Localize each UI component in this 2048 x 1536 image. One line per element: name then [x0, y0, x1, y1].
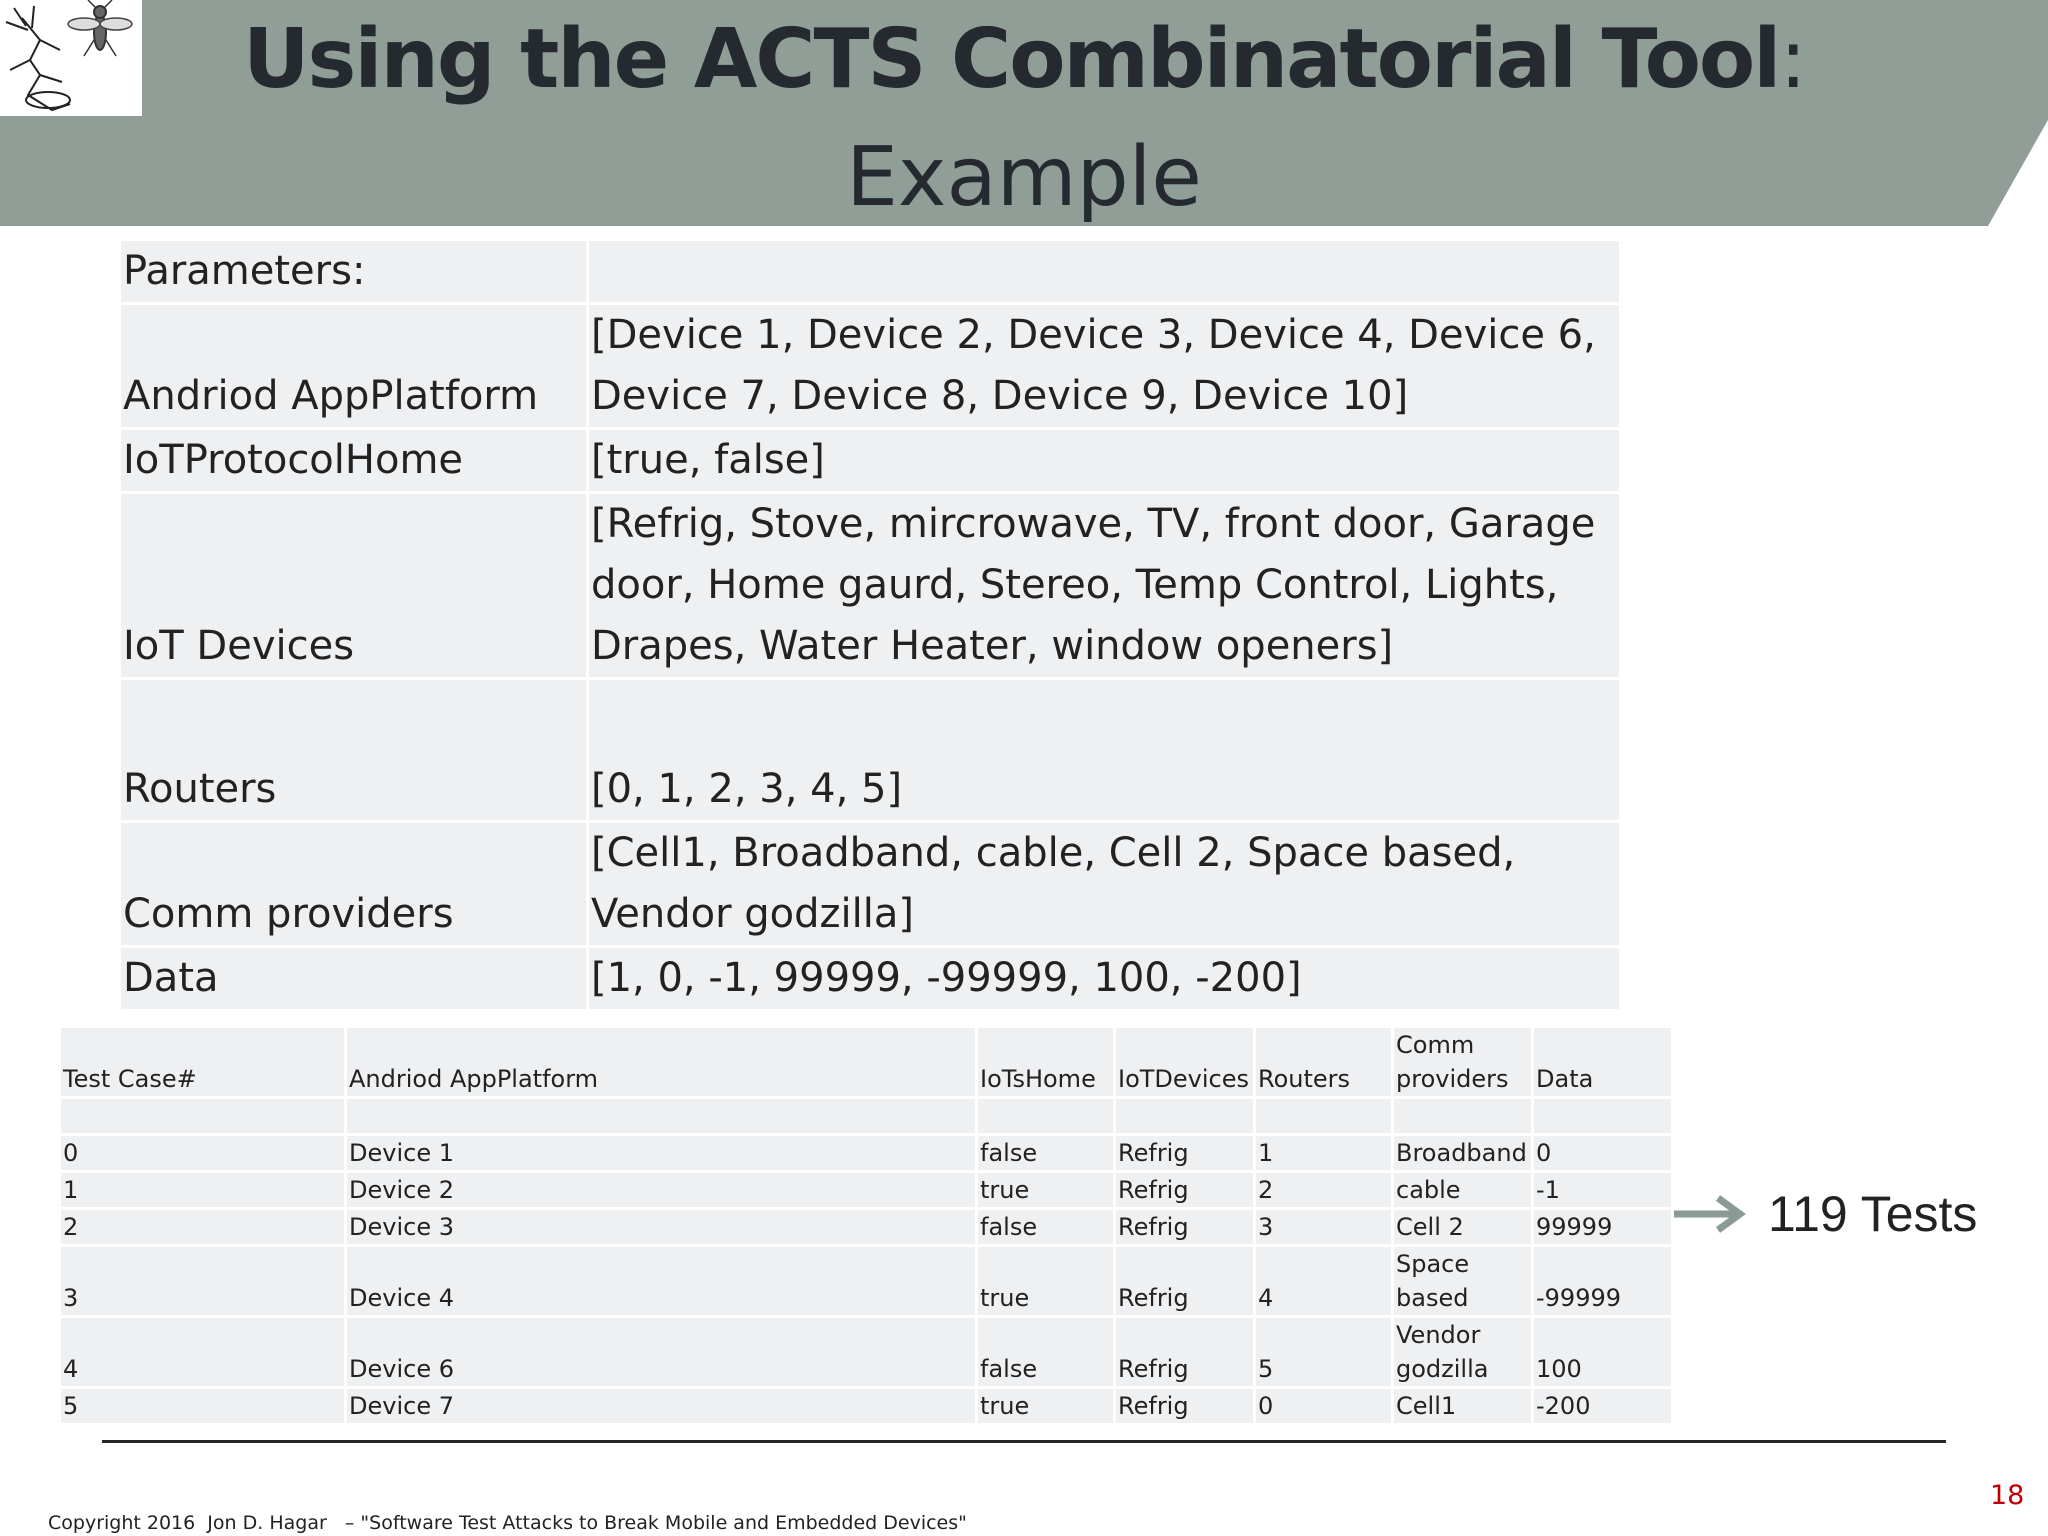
parameter-name: Routers [121, 680, 586, 820]
empty-cell [978, 1099, 1113, 1133]
empty-cell [1116, 1099, 1253, 1133]
table-cell: 0 [61, 1136, 344, 1170]
empty-cell [61, 1099, 344, 1133]
parameter-values: [Refrig, Stove, mircrowave, TV, front door, Garage door, Home gaurd, Stereo, Temp Control, Lights, Drapes, Water Heater, window openers] [589, 494, 1619, 677]
parameter-values: [Cell1, Broadband, cable, Cell 2, Space based, Vendor godzilla] [589, 823, 1619, 945]
table-cell: cable [1394, 1173, 1531, 1207]
table-cell: Space based [1394, 1247, 1531, 1315]
table-cell: 5 [61, 1389, 344, 1423]
table-cell: Device 4 [347, 1247, 975, 1315]
table-cell: 1 [61, 1173, 344, 1207]
parameter-name: Comm providers [121, 823, 586, 945]
table-cell: true [978, 1173, 1113, 1207]
table-cell: Refrig [1116, 1136, 1253, 1170]
table-cell: false [978, 1136, 1113, 1170]
table-cell: Cell1 [1394, 1389, 1531, 1423]
table-row [61, 1173, 1671, 1207]
table-cell: 3 [1256, 1210, 1391, 1244]
slide-title [0, 6, 2048, 114]
parameter-name: Data [121, 948, 586, 1009]
column-header: IoTDevices [1116, 1028, 1253, 1096]
table-cell: true [978, 1389, 1113, 1423]
right-arrow-icon [1672, 1195, 1746, 1237]
copyright-text: Copyright 2016 Jon D. Hagar – "Software Test Attacks to Break Mobile and Embedded Devices" [48, 1512, 967, 1534]
parameters-header-value [589, 241, 1619, 302]
parameter-row [121, 430, 1619, 491]
column-header: Data [1534, 1028, 1671, 1096]
table-row [61, 1136, 1671, 1170]
parameter-name: IoT Devices [121, 494, 586, 677]
empty-cell [347, 1099, 975, 1133]
table-cell: 2 [61, 1210, 344, 1244]
table-cell: Device 3 [347, 1210, 975, 1244]
empty-cell [1256, 1099, 1391, 1133]
parameter-values: [1, 0, -1, 99999, -99999, 100, -200] [589, 948, 1619, 1009]
table-row [61, 1389, 1671, 1423]
table-cell: 3 [61, 1247, 344, 1315]
table-row [61, 1318, 1671, 1386]
table-cell: 5 [1256, 1318, 1391, 1386]
table-cell: false [978, 1318, 1113, 1386]
footer-divider [102, 1440, 1946, 1443]
slide-title-main: Using the ACTS Combinatorial Tool [242, 12, 1780, 107]
table-cell: -1 [1534, 1173, 1671, 1207]
table-cell: -99999 [1534, 1247, 1671, 1315]
parameter-values: [Device 1, Device 2, Device 3, Device 4, Device 6, Device 7, Device 8, Device 9, Device 10] [589, 305, 1619, 427]
slide-subtitle: Example [846, 130, 1202, 225]
table-cell: Refrig [1116, 1173, 1253, 1207]
test-cases-table [58, 1025, 1674, 1426]
column-header: Test Case# [61, 1028, 344, 1096]
column-header: Routers [1256, 1028, 1391, 1096]
table-cell: Device 6 [347, 1318, 975, 1386]
table-cell: Refrig [1116, 1318, 1253, 1386]
parameter-row [121, 948, 1619, 1009]
empty-cell [1534, 1099, 1671, 1133]
table-cell: 0 [1534, 1136, 1671, 1170]
table-cell: Refrig [1116, 1389, 1253, 1423]
column-header: Andriod AppPlatform [347, 1028, 975, 1096]
table-cell: false [978, 1210, 1113, 1244]
parameter-name: IoTProtocolHome [121, 430, 586, 491]
table-cell: 4 [61, 1318, 344, 1386]
table-cell: 2 [1256, 1173, 1391, 1207]
table-cell: Device 2 [347, 1173, 975, 1207]
column-header: IoTsHome [978, 1028, 1113, 1096]
parameter-name: Andriod AppPlatform [121, 305, 586, 427]
parameter-row [121, 823, 1619, 945]
table-cell: 0 [1256, 1389, 1391, 1423]
parameter-row [121, 494, 1619, 677]
table-cell: Refrig [1116, 1247, 1253, 1315]
column-header: Comm providers [1394, 1028, 1531, 1096]
result-tests-count: 119 Tests [1768, 1186, 1978, 1242]
parameter-row [121, 305, 1619, 427]
table-cell: Device 1 [347, 1136, 975, 1170]
parameter-row [121, 680, 1619, 820]
table-cell: Refrig [1116, 1210, 1253, 1244]
slide-title-colon: : [1779, 12, 1806, 107]
table-row [61, 1247, 1671, 1315]
table-cell: Vendor godzilla [1394, 1318, 1531, 1386]
table-cell: 100 [1534, 1318, 1671, 1386]
empty-cell [1394, 1099, 1531, 1133]
parameter-values: [true, false] [589, 430, 1619, 491]
table-cell: 99999 [1534, 1210, 1671, 1244]
parameter-values: [0, 1, 2, 3, 4, 5] [589, 680, 1619, 820]
table-row [61, 1210, 1671, 1244]
empty-row [61, 1099, 1671, 1133]
table-cell: 4 [1256, 1247, 1391, 1315]
table-cell: -200 [1534, 1389, 1671, 1423]
table-cell: 1 [1256, 1136, 1391, 1170]
table-cell: Broadband [1394, 1136, 1531, 1170]
parameters-header-label: Parameters: [121, 241, 586, 302]
table-cell: Device 7 [347, 1389, 975, 1423]
table-cell: true [978, 1247, 1113, 1315]
parameters-table [118, 238, 1622, 1012]
parameters-header-row [121, 241, 1619, 302]
test-cases-header-row [61, 1028, 1671, 1096]
table-cell: Cell 2 [1394, 1210, 1531, 1244]
page-number: 18 [1990, 1480, 2025, 1511]
